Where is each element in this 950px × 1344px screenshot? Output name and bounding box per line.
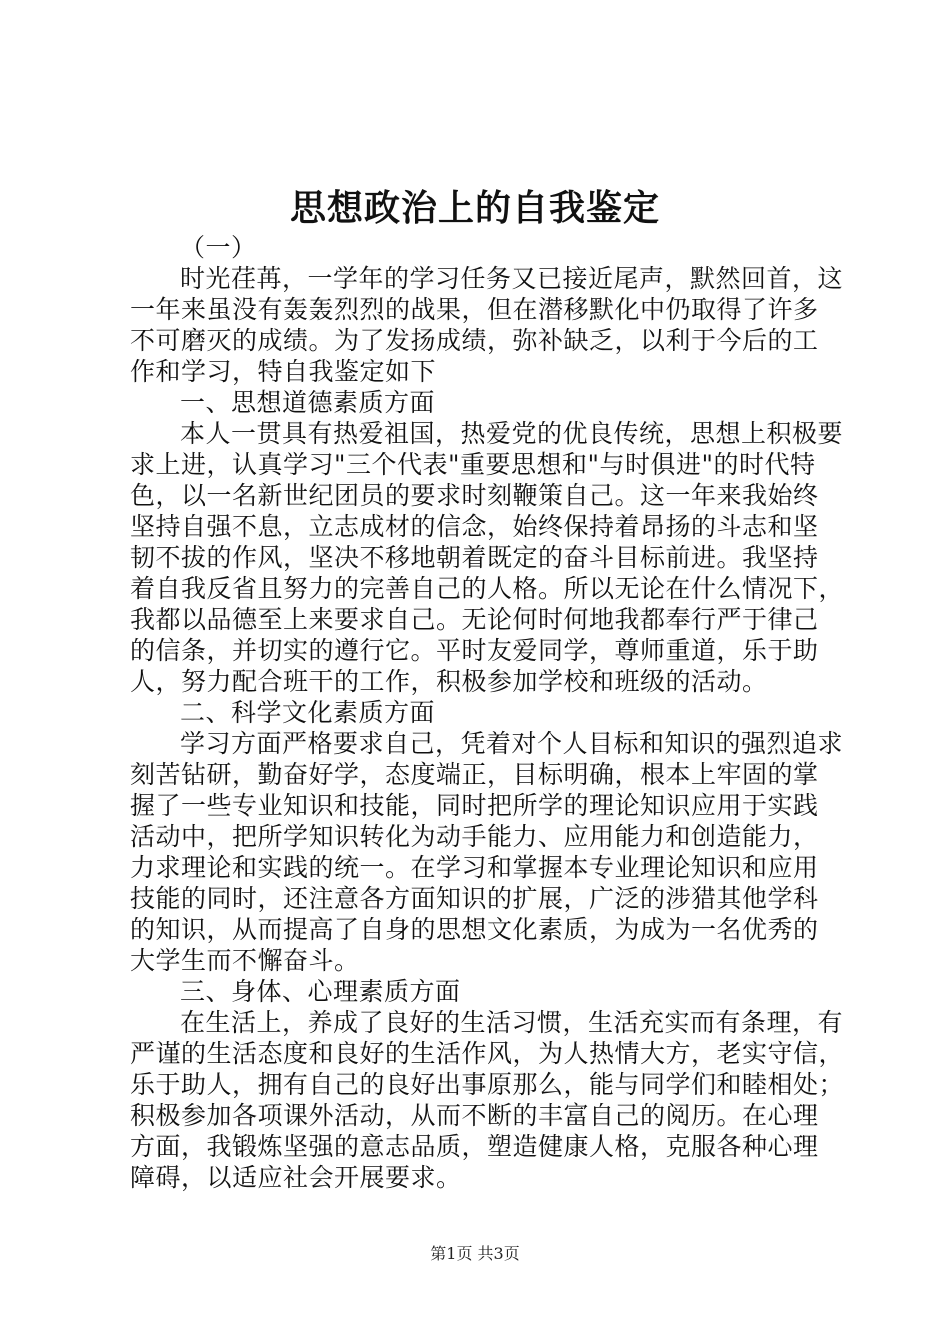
text-line: 学习方面严格要求自己，凭着对个人目标和知识的强烈追求 (180, 729, 844, 758)
text-line: 一年来虽没有轰轰烈烈的战果，但在潜移默化中仍取得了许多 (130, 295, 819, 324)
text-line: 时光荏苒，一学年的学习任务又已接近尾声，默然回首，这 (180, 264, 844, 293)
text-line: 的信条，并切实的遵行它。平时友爱同学，尊师重道，乐于助 (130, 636, 819, 665)
text-line: 积极参加各项课外活动，从而不断的丰富自己的阅历。在心理 (130, 1101, 819, 1130)
text-line: 乐于助人，拥有自己的良好出事原那么，能与同学们和睦相处； (130, 1070, 845, 1099)
text-line: （一） (180, 233, 257, 262)
text-line: 韧不拔的作风，坚决不移地朝着既定的奋斗目标前进。我坚持 (130, 543, 819, 572)
text-line: 技能的同时，还注意各方面知识的扩展，广泛的涉猎其他学科 (130, 884, 819, 913)
text-line: 坚持自强不息，立志成材的信念，始终保持着昂扬的斗志和坚 (130, 512, 819, 541)
document-body (130, 232, 845, 1193)
text-line: 活动中，把所学知识转化为动手能力、应用能力和创造能力， (130, 822, 819, 851)
text-line: 作和学习，特自我鉴定如下 (130, 357, 437, 386)
text-line: 求上进，认真学习"三个代表"重要思想和"与时俱进"的时代特 (130, 450, 816, 479)
text-line: 大学生而不懈奋斗。 (130, 946, 360, 975)
text-line: 握了一些专业知识和技能，同时把所学的理论知识应用于实践 (130, 791, 819, 820)
page-footer: 第1页 共3页 (430, 1244, 520, 1263)
text-line: 不可磨灭的成绩。为了发扬成绩，弥补缺乏，以利于今后的工 (130, 326, 819, 355)
text-line: 二、科学文化素质方面 (180, 698, 436, 727)
text-line: 我都以品德至上来要求自己。无论何时何地我都奉行严于律己 (130, 605, 819, 634)
text-line: 人，努力配合班干的工作，积极参加学校和班级的活动。 (130, 667, 768, 696)
text-line: 在生活上，养成了良好的生活习惯，生活充实而有条理，有 (180, 1008, 844, 1037)
document-title: 思想政治上的自我鉴定 (289, 187, 660, 229)
text-line: 刻苦钻研，勤奋好学，态度端正，目标明确，根本上牢固的掌 (130, 760, 819, 789)
text-line: 的知识，从而提高了自身的思想文化素质，为成为一名优秀的 (130, 915, 819, 944)
text-line: 本人一贯具有热爱祖国，热爱党的优良传统，思想上积极要 (180, 419, 844, 448)
text-line: 障碍，以适应社会开展要求。 (130, 1163, 462, 1192)
text-line: 着自我反省且努力的完善自己的人格。所以无论在什么情况下， (130, 574, 845, 603)
text-line: 力求理论和实践的统一。在学习和掌握本专业理论知识和应用 (130, 853, 819, 882)
text-line: 一、思想道德素质方面 (180, 388, 436, 417)
text-line: 色，以一名新世纪团员的要求时刻鞭策自己。这一年来我始终 (130, 481, 819, 510)
text-line: 严谨的生活态度和良好的生活作风，为人热情大方，老实守信， (130, 1039, 845, 1068)
text-line: 三、身体、心理素质方面 (180, 977, 461, 1006)
text-line: 方面，我锻炼坚强的意志品质，塑造健康人格，克服各种心理 (130, 1132, 819, 1161)
